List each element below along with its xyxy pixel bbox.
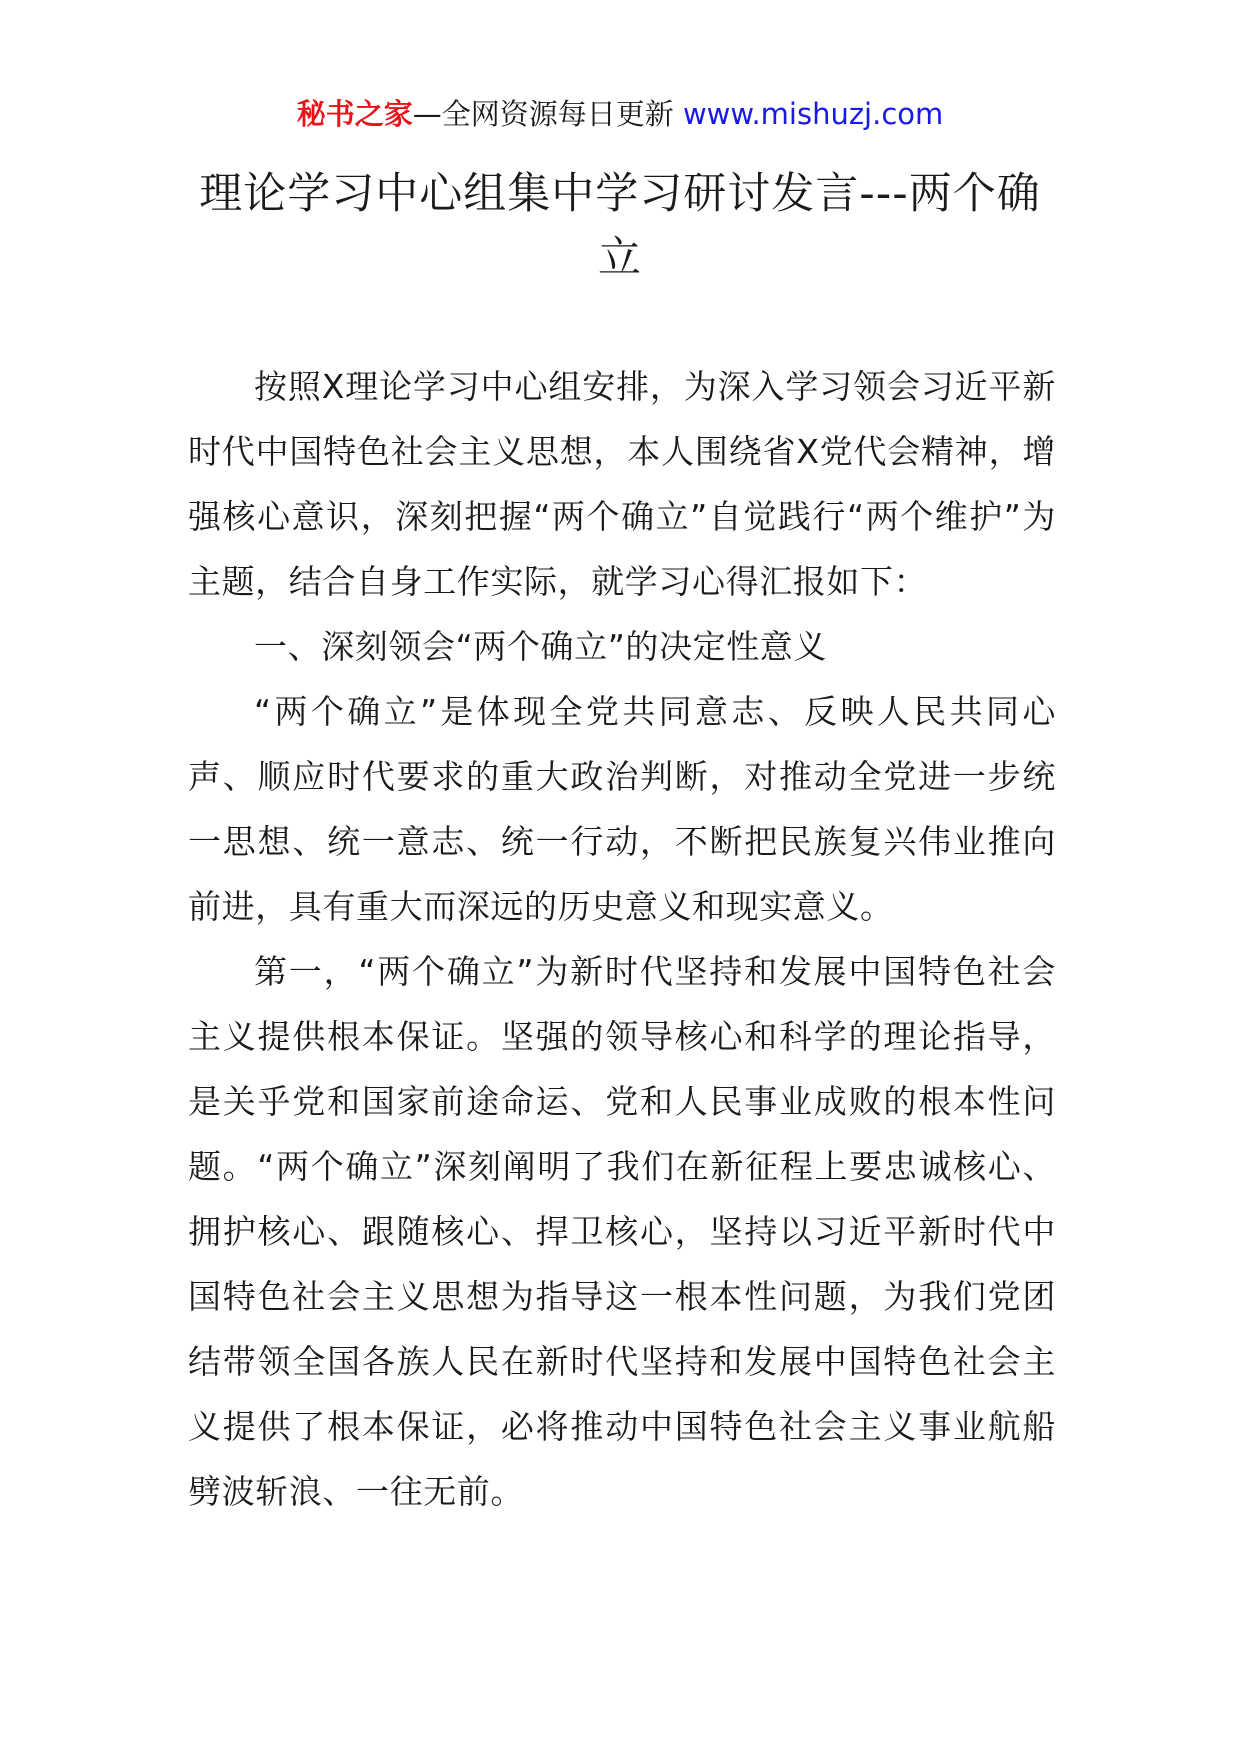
document-title: 理论学习中心组集中学习研讨发言---两个确立 [199, 169, 1041, 283]
brand-name: 秘书之家 [296, 97, 413, 131]
section-heading: 一、深刻领会“两个确立”的决定性意义 [254, 627, 827, 666]
body-paragraph: 第一，“两个确立”为新时代坚持和发展中国特色社会主义提供根本保证。坚强的领导核心和科学的理论指导，是关乎党和国家前途命运、党和人民事业成败的根本性问题。“两个确立”深刻阐明了我们在新征程上要忠诚核心、拥护核心、跟随核心、捍卫核心，坚持以习近平新时代中国特色社会主义思想为指导这一根本性问题，为我们党团结带领全国各族人民在新时代坚持和发展中国特色社会主义提供了根本保证，必将推动中国特色社会主义事业航船劈波斩浪、一往无前。 [188, 952, 1056, 1511]
intro-paragraph: 按照X理论学习中心组安排，为深入学习领会习近平新时代中国特色社会主义思想，本人围绕省X党代会精神，增强核心意识，深刻把握“两个确立”自觉践行“两个维护”为主题，结合自身工作实际，就学习心得汇报如下： [188, 367, 1056, 601]
document-body [188, 354, 1056, 1524]
header-tagline: —全网资源每日更新 [412, 97, 683, 131]
site-url[interactable]: www.mishuzj.com [682, 97, 944, 131]
body-paragraph: “两个确立”是体现全党共同意志、反映人民共同心声、顺应时代要求的重大政治判断，对推动全党进一步统一思想、统一意志、统一行动，不断把民族复兴伟业推向前进，具有重大而深远的历史意义和现实意义。 [188, 692, 1056, 926]
header-banner [0, 94, 1240, 134]
